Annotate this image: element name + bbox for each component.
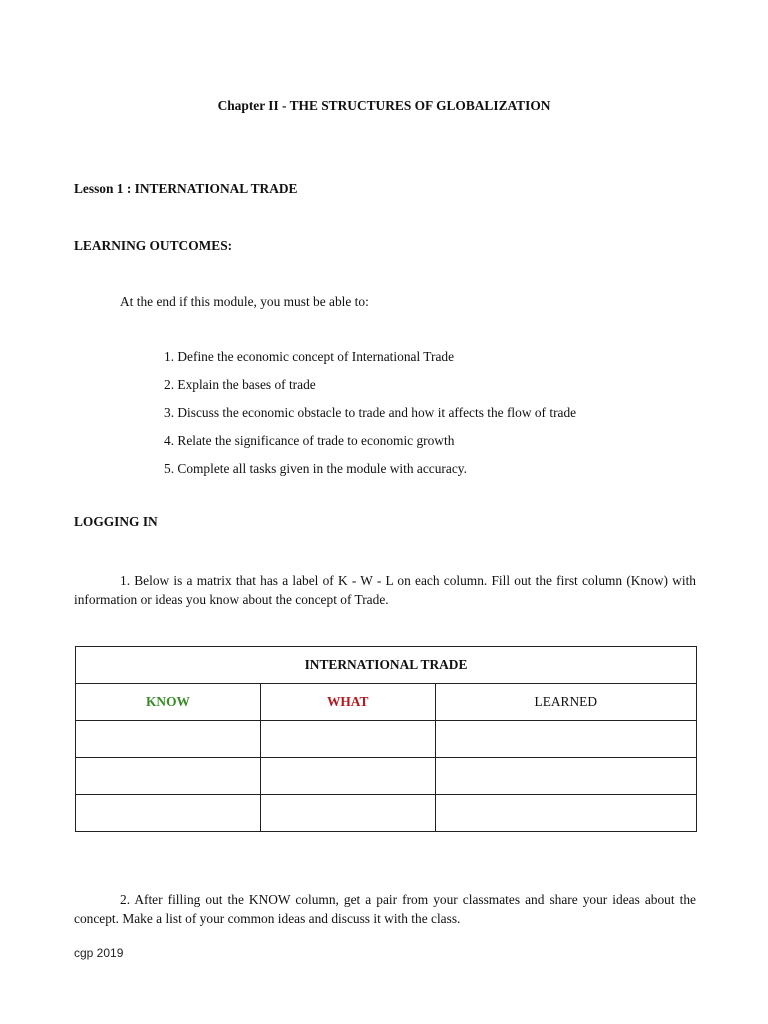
instruction-paragraph-1 xyxy=(74,571,696,609)
outcome-item: 1. Define the economic concept of International Trade xyxy=(164,349,455,364)
kwl-table-title-row xyxy=(76,647,697,684)
outcome-item: 5. Complete all tasks given in the module with accuracy. xyxy=(164,461,467,476)
chapter-title: Chapter II - THE STRUCTURES OF GLOBALIZATION xyxy=(217,98,551,113)
footer-text: cgp 2019 xyxy=(74,946,124,960)
know-cell[interactable] xyxy=(76,758,261,795)
column-header-know: KNOW xyxy=(76,684,261,721)
logging-in-heading: LOGGING IN xyxy=(74,514,158,529)
table-row xyxy=(76,795,697,832)
instruction-paragraph-2-text: 2. After filling out the KNOW column, get a pair from your classmates and share your ideas about the concept. Make a list of your common ideas and discuss it with the class. xyxy=(74,892,696,926)
what-cell[interactable] xyxy=(260,721,435,758)
know-cell[interactable] xyxy=(76,795,261,832)
table-row xyxy=(76,758,697,795)
table-row xyxy=(76,721,697,758)
learned-cell[interactable] xyxy=(435,721,696,758)
kwl-table-header-row xyxy=(76,684,697,721)
instruction-paragraph-2 xyxy=(74,890,696,928)
learned-cell[interactable] xyxy=(435,795,696,832)
learning-outcomes-intro: At the end if this module, you must be able to: xyxy=(120,294,369,309)
lesson-title: Lesson 1 : INTERNATIONAL TRADE xyxy=(74,181,298,196)
outcome-item: 4. Relate the significance of trade to economic growth xyxy=(164,433,455,448)
outcome-item: 3. Discuss the economic obstacle to trade and how it affects the flow of trade xyxy=(164,405,577,420)
instruction-paragraph-1-text: 1. Below is a matrix that has a label of K - W - L on each column. Fill out the first column (Know) with information or ideas you know about the concept of Trade. xyxy=(74,573,696,607)
column-header-what: WHAT xyxy=(260,684,435,721)
learned-cell[interactable] xyxy=(435,758,696,795)
kwl-table-title: INTERNATIONAL TRADE xyxy=(76,647,697,684)
what-cell[interactable] xyxy=(260,795,435,832)
outcome-item: 2. Explain the bases of trade xyxy=(164,377,316,392)
column-header-learned: LEARNED xyxy=(435,684,696,721)
know-cell[interactable] xyxy=(76,721,261,758)
kwl-table xyxy=(75,646,697,832)
what-cell[interactable] xyxy=(260,758,435,795)
learning-outcomes-heading: LEARNING OUTCOMES: xyxy=(74,238,233,253)
